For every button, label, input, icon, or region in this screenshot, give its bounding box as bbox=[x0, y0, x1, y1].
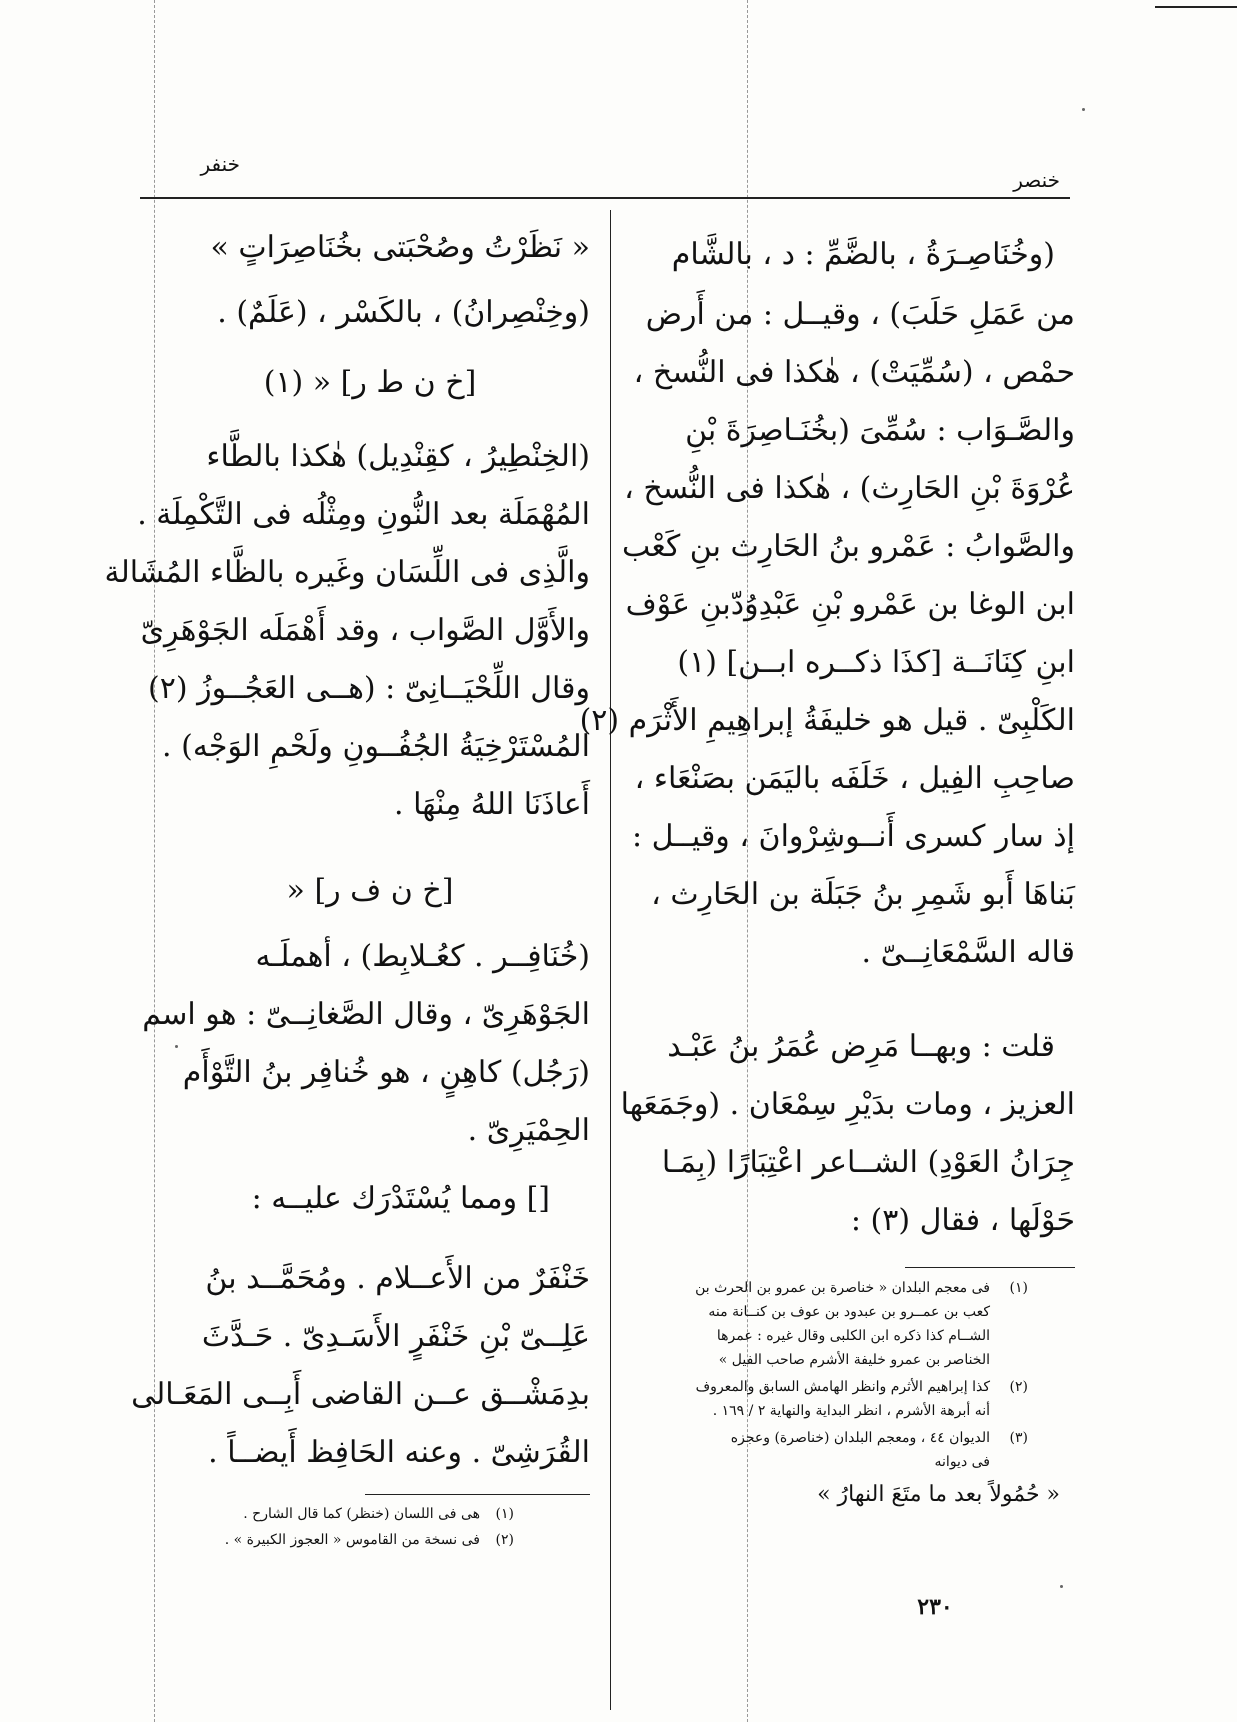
left-footnote-1-text: هى فى اللسان (خنظر) كما قال الشارح . bbox=[243, 1506, 480, 1522]
right-line-9: الكَلْبِىّ . قيل هو خليفَةُ إبراهِيمِ الأَثْرَم (٢) bbox=[579, 703, 1075, 738]
right-footnote-1-line-3: الشــام كذا ذكره ابن الكلبى وقال غيره : عمرها bbox=[716, 1328, 990, 1344]
left-line-7: والأَوَّل الصَّواب ، وقد أَهْمَلَه الجَوْهَرِىّ bbox=[140, 613, 590, 648]
right-line-5: عُرْوَةَ بْنِ الحَارِث) ، هٰكذا فى النُّسخ ، bbox=[624, 471, 1075, 506]
right-line-11: إذ سار كسرى أَنــوشِرْوانَ ، وقيــل : bbox=[631, 819, 1075, 854]
left-footnote-rule bbox=[365, 1494, 590, 1495]
left-line-18: عَلِــىّ بْنِ خَنْفَرٍ الأَسَـدِىّ . حَـدَّثَ bbox=[201, 1319, 590, 1354]
left-line-15: الحِمْيَرِىّ . bbox=[467, 1113, 590, 1148]
right-line-17: حَوْلَها ، فقال (٣) : bbox=[850, 1203, 1075, 1238]
right-footnote-2-line-1: كذا إبراهيم الأثرم وانظر الهامش السابق والمعروف bbox=[695, 1379, 990, 1395]
right-verse-line: « حُمُولاً بعد ما متَعَ النهارُ » bbox=[817, 1482, 1060, 1507]
left-line-9: المُسْتَرْخِيَةُ الجُفُــونِ ولَحْمِ الوَجْه) . bbox=[162, 729, 590, 764]
column-divider bbox=[610, 210, 611, 1710]
scan-edge-mark bbox=[1155, 6, 1237, 8]
right-line-16: جِرَانُ العَوْدِ) الشــاعر اعْتِبَارًا (بِمَـا bbox=[661, 1145, 1075, 1180]
left-line-2: (وخِنْصِرانُ) ، بالكَسْر ، (عَلَمٌ) . bbox=[217, 295, 590, 330]
right-line-15: العزيز ، ومات بدَيْرِ سِمْعَان . (وجَمَعَها bbox=[620, 1087, 1075, 1122]
right-line-2: من عَمَلِ حَلَبَ) ، وقيــل : من أَرض bbox=[645, 297, 1075, 332]
left-line-19: بدِمَشْــق عــن القاضى أَبِــى المَعَـالى bbox=[131, 1377, 590, 1412]
left-footnote-1-number: (١) bbox=[495, 1506, 514, 1522]
right-footnote-1-line-2: كعب بن عمــرو بن عبدود بن عوف بن كنــانة منه bbox=[708, 1304, 990, 1320]
right-footnote-1-line-4: الخناصر بن عمرو خليفة الأشرم صاحب الفيل » bbox=[718, 1352, 990, 1368]
right-line-6: والصَّوابُ : عَمْرو بنُ الحَارِث بنِ كَعْب bbox=[622, 529, 1075, 564]
left-footnote-2-number: (٢) bbox=[495, 1532, 514, 1548]
page-number: ٢٣٠ bbox=[917, 1594, 953, 1620]
right-line-12: بَناهَا أَبو شَمِرِ بنُ جَبَلَة بن الحَارِث ، bbox=[651, 877, 1075, 912]
right-line-7: ابن الوغا بن عَمْرو بْنِ عَبْدِوُدّبنِ عَوْف bbox=[625, 587, 1075, 622]
scan-speck bbox=[1082, 108, 1085, 111]
right-footnote-2-number: (٢) bbox=[1009, 1379, 1028, 1395]
scan-speck bbox=[1060, 1585, 1063, 1588]
right-footnote-3-line-1: الديوان ٤٤ ، ومعجم البلدان (خناصرة) وعجزه bbox=[730, 1430, 990, 1446]
header-right-word: خنصر bbox=[1013, 168, 1060, 192]
header-left-word: خنفر bbox=[200, 152, 240, 176]
left-line-14: (رَجُل) كاهِنٍ ، هو خُنافِر بنُ التَّوْأَم bbox=[182, 1055, 590, 1090]
right-line-1: (وخُنَاصِـرَةُ ، بالضَّمِّ : د ، بالشَّام bbox=[671, 237, 1055, 272]
left-line-5: المُهْمَلَة بعد النُّونِ ومِثْلُه فى التَّكْمِلَة . bbox=[137, 497, 590, 532]
left-footnote-2-text: فى نسخة من القاموس « العجوز الكبيرة » . bbox=[224, 1532, 480, 1548]
right-footnote-rule bbox=[905, 1267, 1075, 1268]
right-line-13: قاله السَّمْعَانِــىّ . bbox=[861, 935, 1075, 970]
right-line-10: صاحِبِ الفِيل ، خَلَفَه باليَمَن بصَنْعَاء ، bbox=[634, 761, 1075, 796]
left-line-8: وقال اللِّحْيَــانِىّ : (هــى العَجُــوزُ (٢) bbox=[148, 671, 590, 706]
header-rule bbox=[140, 197, 1070, 199]
left-line-17: خَنْفَرٌ من الأَعــلام . ومُحَمَّــد بنُ bbox=[205, 1261, 590, 1296]
right-footnote-1-number: (١) bbox=[1009, 1280, 1028, 1296]
left-entry-heading-1: [خ ن ط ر] « (١) bbox=[263, 365, 477, 400]
left-line-6: والَّذِى فى اللِّسَان وغَيره بالظَّاء المُشَالة bbox=[104, 555, 590, 590]
left-line-12: (خُنَافِــر . كعُـلابِط) ، أهملَـه bbox=[255, 939, 590, 974]
right-footnote-3-line-2: فى ديوانه bbox=[934, 1454, 990, 1470]
left-line-16: [] ومما يُسْتَدْرَك عليــه : bbox=[251, 1181, 550, 1216]
right-line-14: قلت : وبهــا مَرِض عُمَرُ بنُ عَبْـد bbox=[667, 1029, 1055, 1064]
right-line-3: حمْص ، (سُمِّيَتْ) ، هٰكذا فى النُّسخ ، bbox=[633, 355, 1075, 390]
left-entry-heading-2: [خ ن ف ر] « bbox=[286, 873, 454, 908]
left-line-13: الجَوْهَرِىّ ، وقال الصَّغانِــىّ : هو اسم bbox=[142, 997, 590, 1032]
left-line-1: « نَظَرْتُ وصُحْبَتى بخُنَاصِرَاتٍ » bbox=[210, 230, 590, 265]
scan-speck bbox=[175, 1045, 178, 1048]
right-line-8: ابنِ كِنَانَــة [كذَا ذكــره ابــن] (١) bbox=[677, 645, 1075, 680]
left-line-20: القُرَشِىّ . وعنه الحَافِظ أَيضــاً . bbox=[208, 1435, 590, 1470]
left-line-10: أَعاذَنَا اللهُ مِنْهَا . bbox=[394, 787, 590, 822]
right-footnote-1-line-1: فى معجم البلدان « خناصرة بن عمرو بن الحرث بن bbox=[695, 1280, 990, 1296]
right-footnote-3-number: (٣) bbox=[1009, 1430, 1028, 1446]
right-footnote-2-line-2: أنه أبرهة الأشرم ، انظر البداية والنهاية ٢ / ١٦٩ . bbox=[712, 1403, 990, 1419]
right-line-4: والصَّـوَاب : سُمِّىَ (بخُنَـاصِرَةَ بْنِ bbox=[685, 413, 1075, 448]
left-line-4: (الخِنْطِيرُ ، كقِنْدِيل) هٰكذا بالطَّاء bbox=[206, 439, 590, 474]
